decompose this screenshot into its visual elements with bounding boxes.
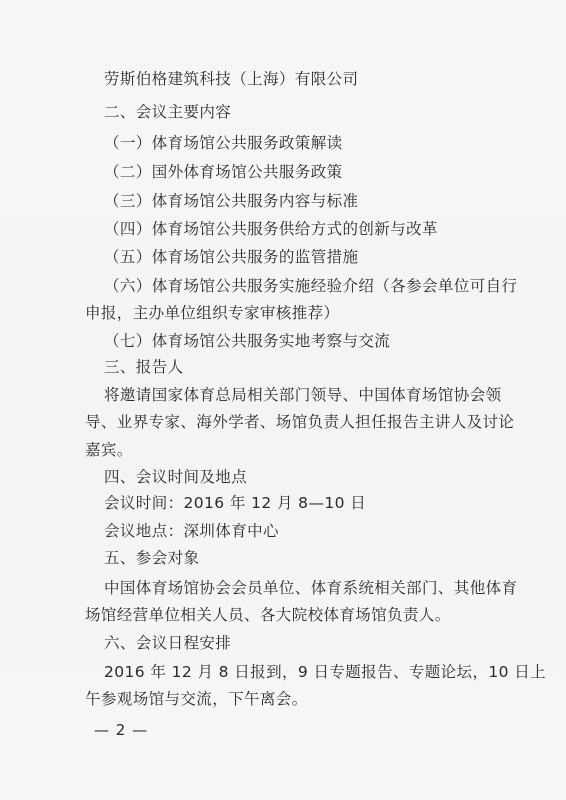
content-item-2: （二）国外体育场馆公共服务政策 [104,163,343,181]
attendees-line-1: 中国体育场馆协会会员单位、体育系统相关部门、其他体育 [104,579,518,597]
reporters-line-1: 将邀请国家体育总局相关部门领导、中国体育场馆协会领 [104,386,502,404]
section-heading-reporters: 三、报告人 [104,358,184,376]
content-item-1: （一）体育场馆公共服务政策解读 [104,134,343,152]
content-item-6-continued: 申报，主办单位组织专家审核推荐） [85,304,340,322]
attendees-line-2: 场馆经营单位相关人员、各大院校体育场馆负责人。 [85,606,451,624]
content-item-7: （七）体育场馆公共服务实地考察与交流 [104,332,391,350]
content-item-3: （三）体育场馆公共服务内容与标准 [104,192,359,210]
content-item-4: （四）体育场馆公共服务供给方式的创新与改革 [104,220,438,238]
reporters-line-3: 嘉宾。 [85,441,133,459]
meeting-place: 会议地点：深圳体育中心 [104,522,279,540]
section-heading-time-place: 四、会议时间及地点 [104,468,248,486]
organizer-name: 劳斯伯格建筑科技（上海）有限公司 [104,70,359,88]
page-number: — 2 — [94,721,149,739]
section-heading-attendees: 五、参会对象 [104,549,200,567]
reporters-line-2: 导、业界专家、海外学者、场馆负责人担任报告主讲人及讨论 [85,413,515,431]
content-item-6: （六）体育场馆公共服务实施经验介绍（各参会单位可自行 [104,277,518,295]
meeting-time: 会议时间：2016 年 12 月 8—10 日 [104,494,367,512]
section-heading-content: 二、会议主要内容 [104,103,232,121]
section-heading-schedule: 六、会议日程安排 [104,634,232,652]
schedule-line-1: 2016 年 12 月 8 日报到，9 日专题报告、专题论坛，10 日上 [104,663,547,681]
schedule-line-2: 午参观场馆与交流，下午离会。 [85,690,308,708]
content-item-5: （五）体育场馆公共服务的监管措施 [104,248,359,266]
